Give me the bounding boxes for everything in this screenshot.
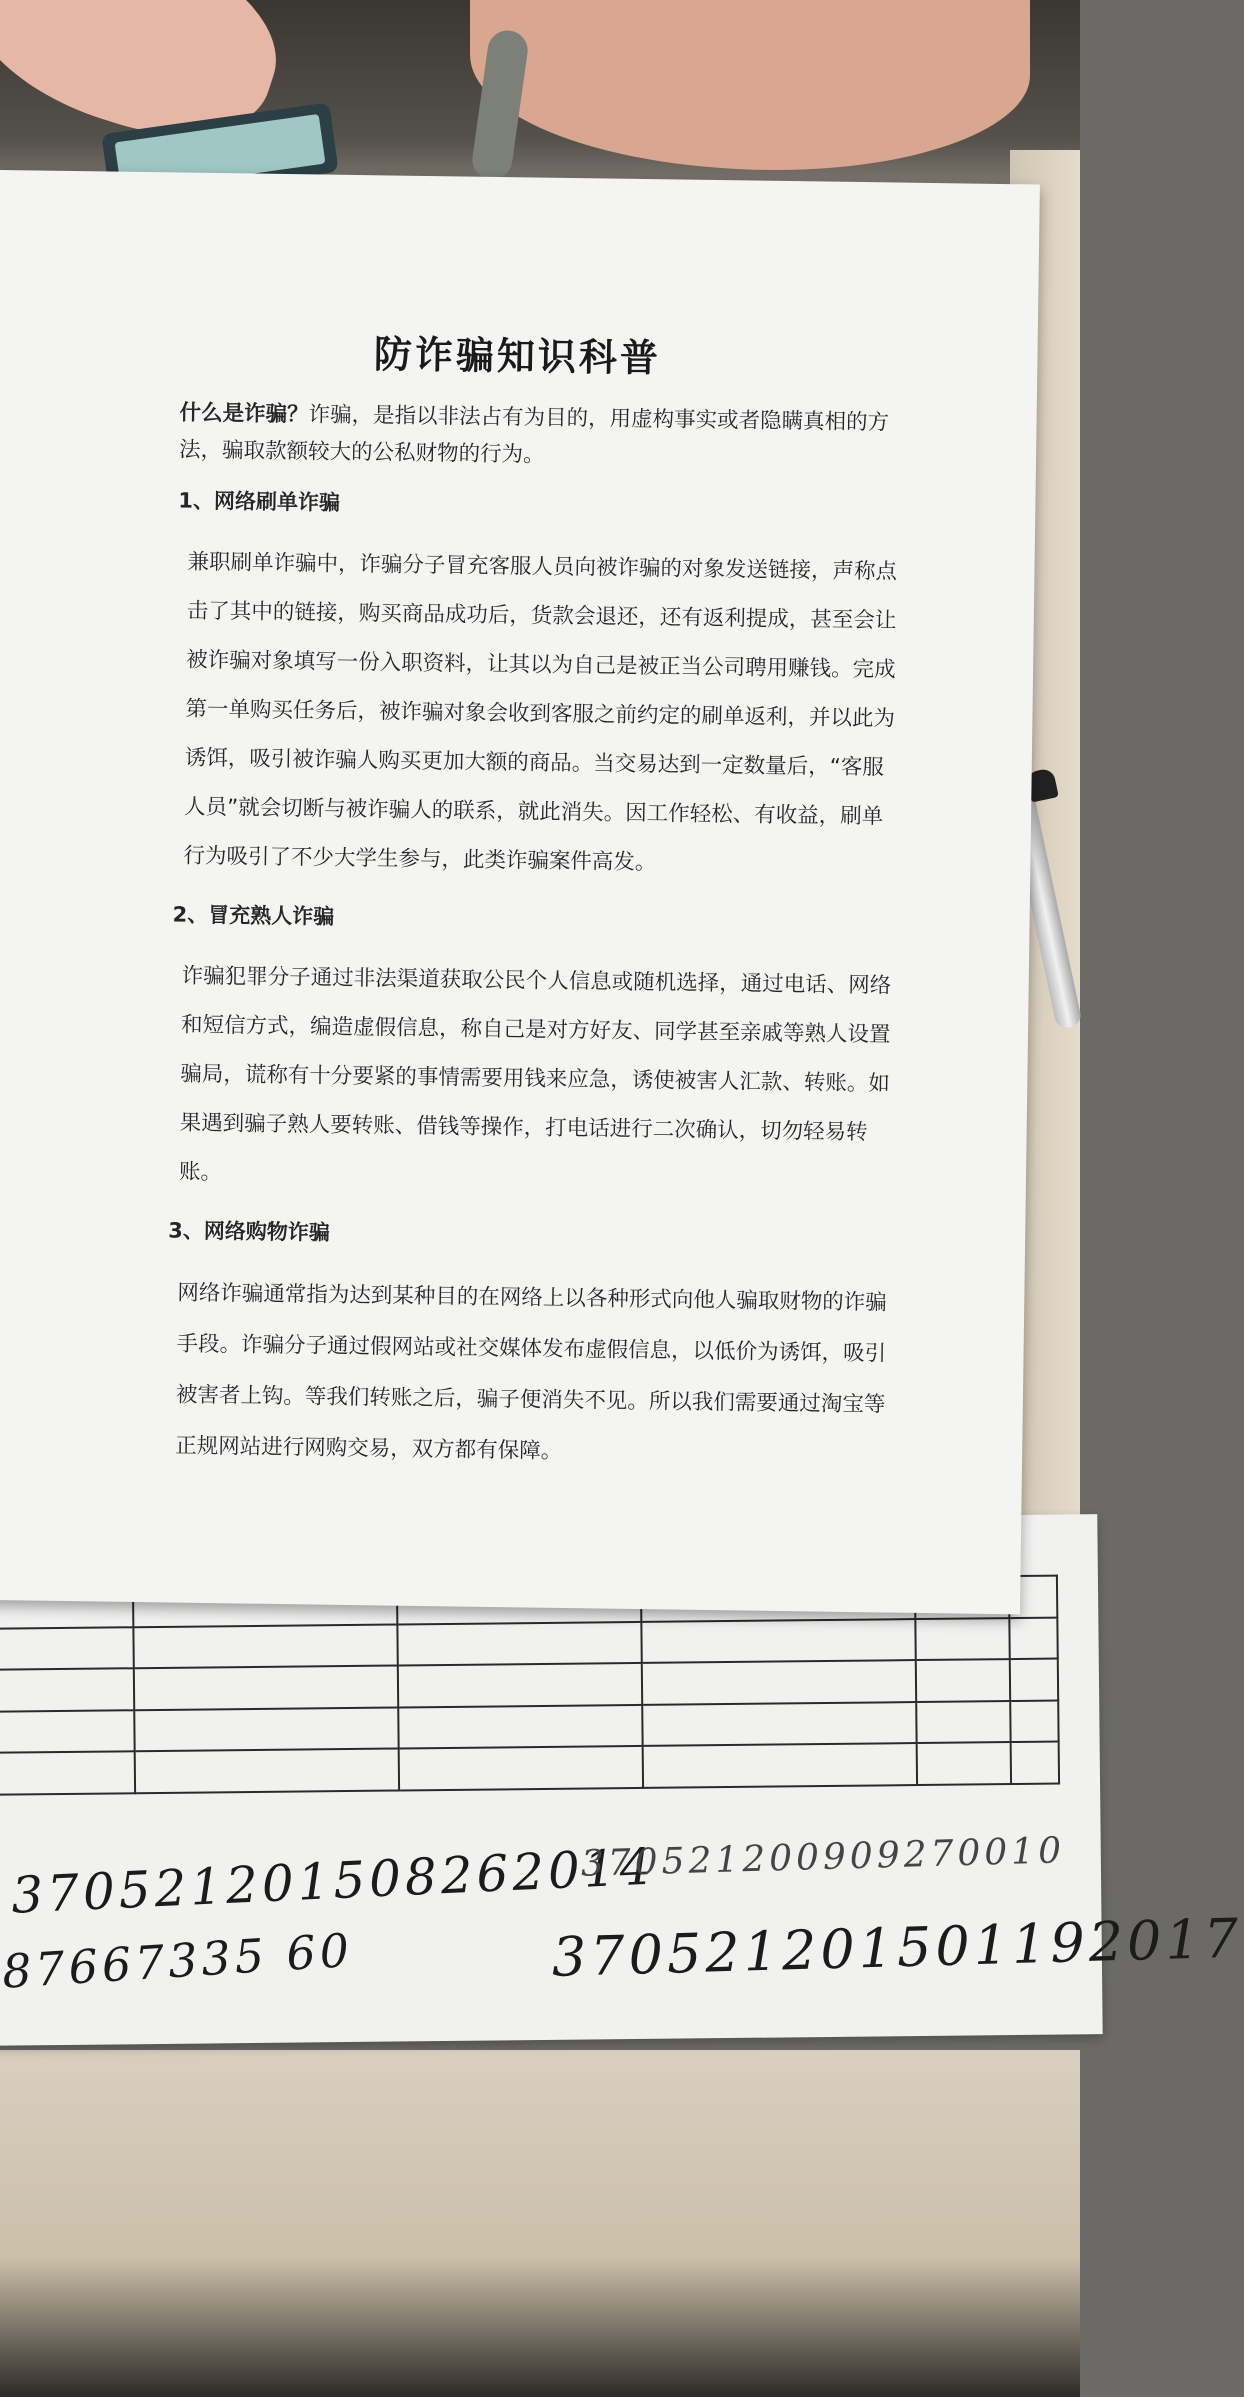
intro-paragraph bbox=[179, 395, 900, 479]
table-surface-bottom bbox=[0, 2050, 1080, 2397]
handwritten-id-number: 370521201508262014 bbox=[10, 1837, 657, 1925]
handwritten-id-number: 370521201501192017 bbox=[551, 1906, 1243, 1989]
section-heading: 1、网络刷单诈骗 bbox=[178, 488, 341, 515]
section-paragraph: 网络诈骗通常指为达到某种目的在网络上以各种形式向他人骗取财物的诈骗手段。诈骗分子通过假网站或社交媒体发布虚假信息，以低价为诱饵，吸引被害者上钩。等我们转账之后，骗子便消失不见。所以我们需要通过淘宝等正规网站进行网购交易，双方都有保障。 bbox=[175, 1280, 887, 1464]
printed-paper bbox=[0, 170, 1040, 1614]
intro-text: 诈骗，是指以非法占有为目的，用虚构事实或者隐瞒真相的方法，骗取款额较大的公私财物的行为。 bbox=[178, 402, 890, 468]
section-paragraph: 诈骗犯罪分子通过非法渠道获取公民个人信息或随机选择，通过电话、网络和短信方式，编造虚假信息，称自己是对方好友、同学甚至亲戚等熟人设置骗局，谎称有十分要紧的事情需要用钱来应急，诱使被害人汇款、转账。如果遇到骗子熟人要转账、借钱等操作，打电话进行二次确认，切勿轻易转账。 bbox=[178, 963, 892, 1186]
intro-question: 什么是诈骗？ bbox=[179, 400, 309, 428]
section-heading: 2、冒充熟人诈骗 bbox=[172, 902, 335, 929]
section-paragraph: 兼职刷单诈骗中，诈骗分子冒充客服人员向被诈骗的对象发送链接，声称点击了其中的链接，购买商品成功后，货款会退还，还有返利提成，甚至会让被诈骗对象填写一份入职资料，让其以为自己是被正当公司聘用赚钱。完成第一单购买任务后，被诈骗对象会收到客服之前约定的刷单返利，并以此为诱饵，吸引被诈骗人购买更加大额的商品。当交易达到一定数量后，“客服人员”就会切断与被诈骗人的联系，就此消失。因工作轻松、有收益，刷单行为吸引了不少大学生参与，此类诈骗案件高发。 bbox=[183, 549, 898, 876]
document-title: 防诈骗知识科普 bbox=[373, 332, 662, 381]
document-body bbox=[165, 395, 900, 1498]
section-heading: 3、网络购物诈骗 bbox=[168, 1218, 330, 1245]
handwritten-id-number: 370521200909270010 bbox=[580, 1830, 1066, 1885]
handwritten-phone-number: 87667335 60 bbox=[0, 1922, 355, 1999]
